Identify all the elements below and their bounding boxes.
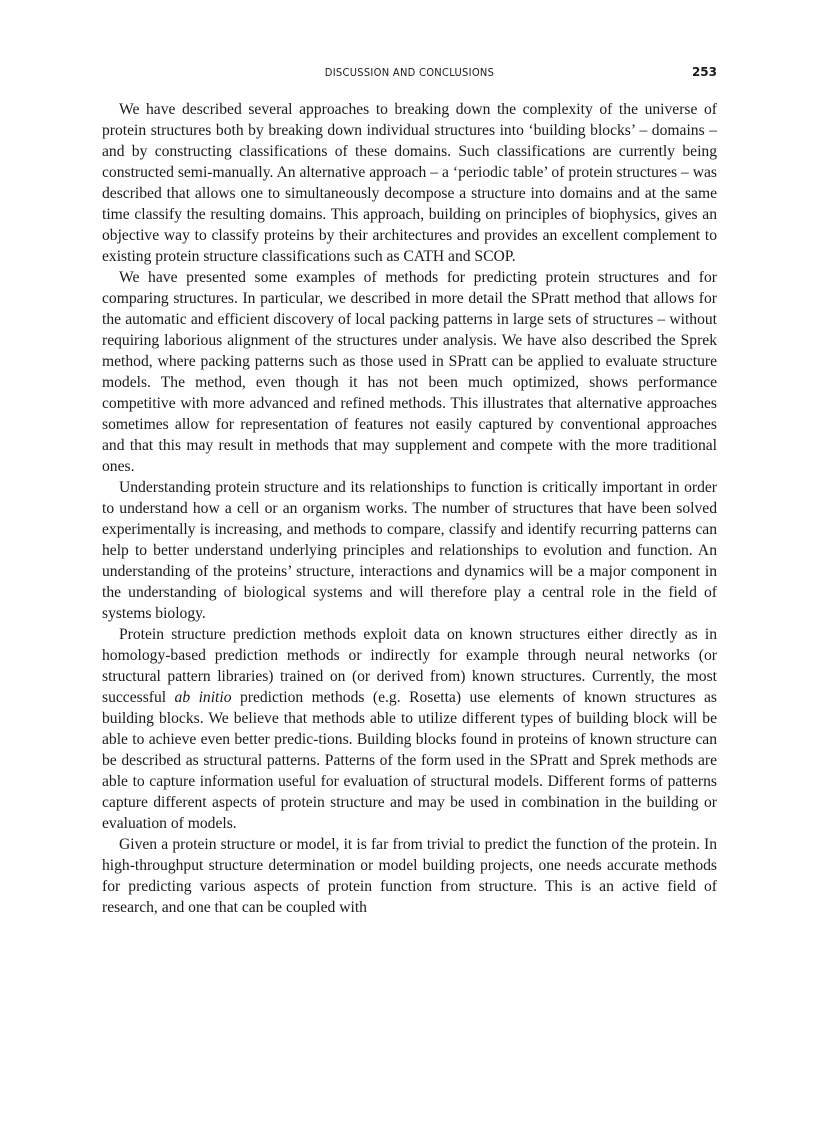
paragraph-text-segment: Protein structure prediction methods exploit data on known structures either directly as in homology-based prediction methods or indirectly for example through neural networks (or structural pattern libraries) trained on (or derived from) known structures. Currently, the most successful	[102, 626, 717, 706]
body-text	[102, 99, 717, 918]
page-number: 253	[691, 65, 717, 79]
paragraph-structure-prediction	[102, 624, 717, 834]
paragraph-understanding-structure: Understanding protein structure and its relationships to function is critically important in order to understand how a cell or an organism works. The number of structures that have been solved experimentally is increasing, and methods to compare, classify and identify recurring patterns can help to better understand underlying principles and relationships to evolution and function. An understanding of the proteins’ structure, interactions and dynamics will be a major component in the understanding of biological systems and will therefore play a central role in the field of systems biology.	[102, 479, 717, 622]
paragraph-text-segment: prediction methods (e.g. Rosetta) use elements of known structures as building blocks. We believe that methods able to utilize different types of building block will be able to achieve even better predic-tions. Building blocks found in proteins of known structure can be described as structural patterns. Patterns of the form used in the SPratt and Sprek methods are able to capture information useful for evaluation of structural models. Different forms of patterns capture different aspects of protein structure and may be used in combination in the building or evaluation of models.	[102, 689, 717, 832]
running-head	[102, 66, 717, 82]
paragraph-function-prediction: Given a protein structure or model, it is far from trivial to predict the function of the protein. In high-throughput structure determination or model building projects, one needs accurate methods for predicting various aspects of protein function from structure. This is an active field of research, and one that can be coupled with	[102, 836, 717, 916]
running-title: DISCUSSION AND CONCLUSIONS	[324, 66, 495, 79]
paragraph-spratt-sprek: We have presented some examples of methods for predicting protein structures and for comparing structures. In particular, we described in more detail the SPratt method that allows for the automatic and efficient discovery of local packing patterns in large sets of structures – without requiring laborious alignment of the structures under analysis. We have also described the Sprek method, where packing patterns such as those used in SPratt can be applied to evaluate structure models. The method, even though it has not been much optimized, shows performance competitive with more advanced and refined methods. This illustrates that alternative approaches sometimes allow for representation of features not easily captured by conventional approaches and that this may result in methods that may supplement and compete with the more traditional ones.	[102, 269, 717, 475]
paragraph-building-blocks: We have described several approaches to breaking down the complexity of the universe of protein structures both by breaking down individual structures into ‘building blocks’ – domains – and by constructing classifications of these domains. Such classifications are currently being constructed semi-manually. An alternative approach – a ‘periodic table’ of protein structures – was described that allows one to simultaneously decompose a structure into domains and at the same time classify the resulting domains. This approach, building on principles of biophysics, gives an objective way to classify proteins by their architectures and provides an excellent complement to existing protein structure classifications such as CATH and SCOP.	[102, 101, 717, 265]
emphasis-ab-initio: ab initio	[174, 689, 232, 706]
